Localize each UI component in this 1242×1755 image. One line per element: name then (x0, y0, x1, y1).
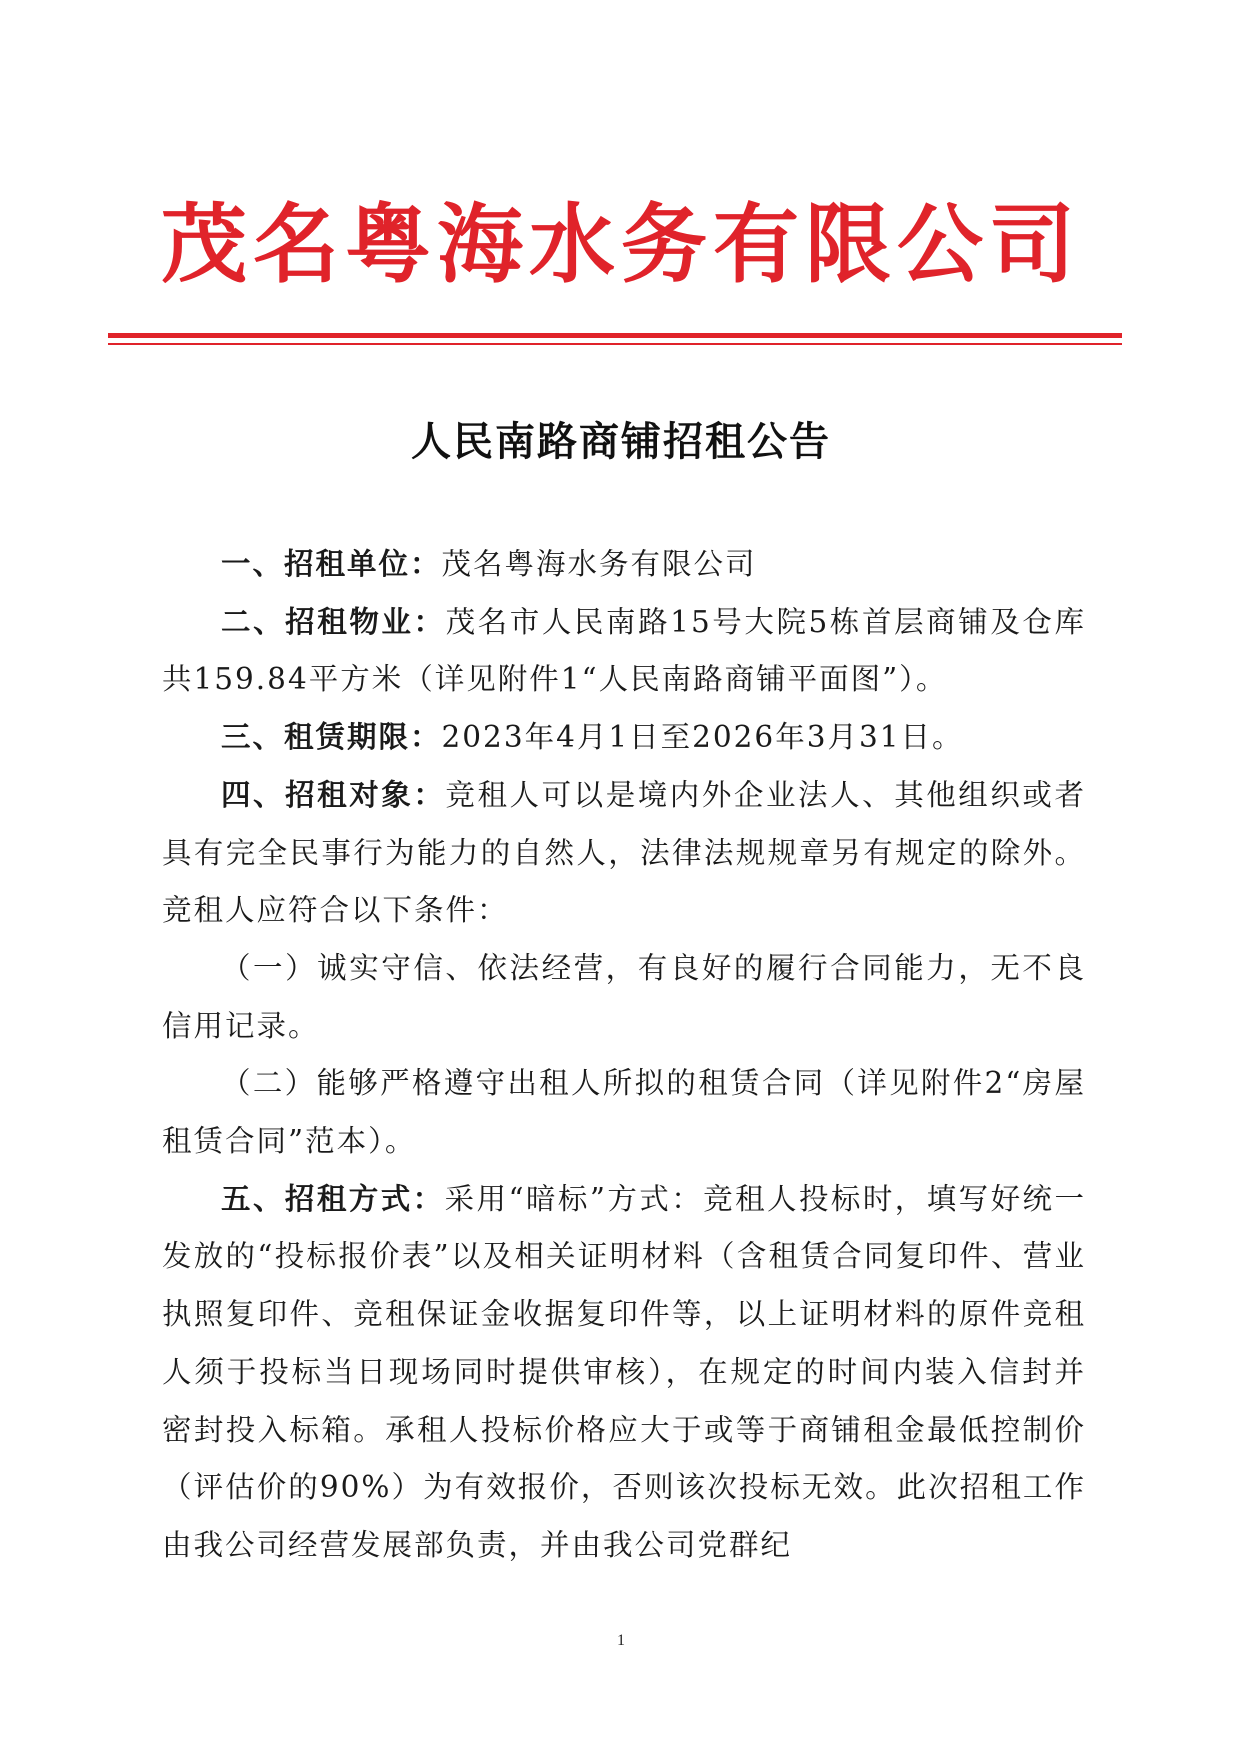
section-2-text: 茂名市人民南路15号大院5栋首层商铺及仓库共159.84平方米（详见附件1“人民南路商铺平面图”）。 (162, 604, 1086, 697)
document-title: 人民南路商铺招租公告 (411, 418, 831, 465)
section-3-head: 三、租赁期限： (221, 720, 442, 755)
section-2-head: 二、招租物业： (221, 604, 446, 639)
section-5-text: 采用“暗标”方式：竞租人投标时，填写好统一发放的“投标报价表”以及相关证明材料（含租赁合同复印件、营业执照复印件、竞租保证金收据复印件等，以上证明材料的原件竞租人须于投标当日现场同时提供审核），在规定的时间内装入信封并密封投入标箱。承租人投标价格应大于或等于商铺租金最低控制价（评估价的90%）为有效报价，否则该次投标无效。此次招租工作由我公司经营发展部负责，并由我公司党群纪 (162, 1181, 1086, 1562)
section-4 (162, 767, 1086, 940)
section-1-head: 一、招租单位： (221, 547, 442, 581)
section-4-condition-2 (162, 1055, 1086, 1170)
condition-2-text: （二）能够严格遵守出租人所拟的租赁合同（详见附件2“房屋租赁合同”范本）。 (162, 1066, 1086, 1159)
section-5-head: 五、招租方式： (221, 1181, 445, 1216)
letterhead-rule-thin (108, 343, 1122, 345)
section-1-text: 茂名粤海水务有限公司 (441, 547, 757, 581)
section-5 (162, 1171, 1086, 1575)
letterhead-company-name: 茂名粤海水务有限公司 (161, 195, 1081, 295)
section-4-condition-1 (162, 940, 1086, 1055)
section-3-text: 2023年4月1日至2026年3月31日。 (441, 720, 964, 755)
condition-1-text: （一）诚实守信、依法经营，有良好的履行合同能力，无不良信用记录。 (162, 950, 1086, 1043)
section-4-text: 竞租人可以是境内外企业法人、其他组织或者具有完全民事行为能力的自然人，法律法规规章另有规定的除外。竞租人应符合以下条件： (162, 777, 1086, 928)
page-number: 1 (617, 1632, 625, 1649)
section-1 (162, 536, 1086, 594)
section-2 (162, 594, 1086, 709)
document-body (162, 536, 1086, 1575)
letterhead-rule-thick (108, 333, 1122, 338)
section-4-head: 四、招租对象： (221, 777, 446, 812)
section-3 (162, 709, 1086, 767)
